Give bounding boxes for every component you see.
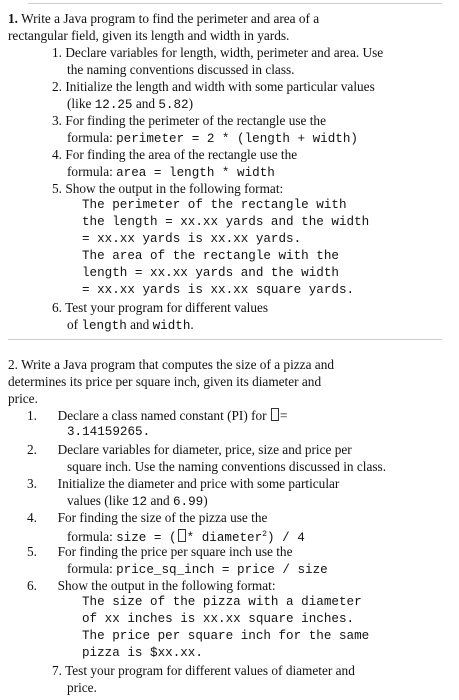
q2-step-4 <box>27 509 267 526</box>
q2-step-3-number: 3. <box>27 476 37 491</box>
q1-intro-line-1 <box>8 10 319 27</box>
q2-price-formula: price_sq_inch = price / size <box>116 563 328 577</box>
q1-step-5 <box>52 180 283 197</box>
q1-step-6-pre: of <box>67 317 82 332</box>
q2-step-1-number: 1. <box>27 408 37 423</box>
q1-step-6-and: and <box>126 317 153 332</box>
q1-output-line-3: = xx.xx yards is xx.xx yards. <box>82 232 302 246</box>
q2-step-3-post: ) <box>203 493 208 508</box>
superscript-mark: 2 <box>262 530 267 539</box>
q1-code-width-value: 5.82 <box>158 98 189 112</box>
q1-number: 1. <box>8 11 18 26</box>
q2-step-6 <box>27 577 276 594</box>
q1-step-3-number: 3. <box>52 113 62 128</box>
q1-code-length: length <box>81 319 127 333</box>
section-divider <box>8 339 442 340</box>
q2-step-4-text: For finding the size of the pizza use the <box>57 510 268 525</box>
pi-symbol-placeholder-icon <box>178 529 186 542</box>
q1-intro-line-2: rectangular field, given its length and width in yards. <box>8 28 290 43</box>
q1-output-line-5: length = xx.xx yards and the width <box>82 266 339 280</box>
q1-step-2 <box>52 78 375 95</box>
q1-area-formula: area = length * width <box>116 166 275 180</box>
q2-output-line-2: of xx inches is xx.xx square inches. <box>82 612 355 626</box>
q1-step-4-text: For finding the area of the rectangle use the <box>65 147 298 162</box>
q2-intro-line-2: determines its price per square inch, given its diameter and <box>8 374 322 389</box>
q2-output-line-4: pizza is $xx.xx. <box>82 646 203 660</box>
q2-step-2-number: 2. <box>27 442 37 457</box>
q2-step-4-number: 4. <box>27 510 37 525</box>
q1-output-line-1: The perimeter of the rectangle with <box>82 198 347 212</box>
q1-step-2-number: 2. <box>52 79 62 94</box>
q1-step-6-text: Test your program for different values <box>65 300 269 315</box>
q2-pi-value: 3.14159265. <box>67 425 151 439</box>
q1-intro-text-1: Write a Java program to find the perimeter and area of a <box>21 11 320 26</box>
q1-step-4-number: 4. <box>52 147 62 162</box>
q2-step-1 <box>27 407 287 424</box>
q1-step-6-number: 6. <box>52 300 62 315</box>
q2-step-1-text: Declare a class named constant (PI) for <box>57 408 267 423</box>
q1-step-4 <box>52 146 297 163</box>
q1-step-2-and: and <box>132 96 159 111</box>
q2-intro-text-1: Write a Java program that computes the size of a pizza and <box>21 357 334 372</box>
q2-step-6-text: Show the output in the following format: <box>57 578 276 593</box>
q1-step-1-cont: the naming conventions discussed in class. <box>67 62 295 77</box>
q2-intro-line-1 <box>8 356 334 373</box>
q1-perimeter-formula: perimeter = 2 * (length + width) <box>116 132 358 146</box>
q1-step-5-number: 5. <box>52 181 62 196</box>
q2-step-7-number: 7. <box>52 663 62 678</box>
q2-number: 2. <box>8 357 18 372</box>
q2-step-6-number: 6. <box>27 578 37 593</box>
q2-code-diameter-value: 12 <box>132 495 148 509</box>
q2-step-5-text: For finding the price per square inch use the <box>57 544 293 559</box>
q1-formula-label-2: formula: <box>67 164 117 179</box>
q2-step-7 <box>52 662 355 679</box>
q1-step-1 <box>52 44 383 61</box>
q1-step-6-post: . <box>190 317 194 332</box>
q1-step-2-post: ) <box>188 96 194 111</box>
q2-output-line-3: The price per square inch for the same <box>82 629 370 643</box>
q2-step-2-text: Declare variables for diameter, price, size and price per <box>57 442 352 457</box>
q1-step-6 <box>52 299 268 316</box>
q1-step-2-text: Initialize the length and width with some particular values <box>65 79 375 94</box>
q2-size-formula-a: size = ( <box>116 531 177 545</box>
q2-formula-label: formula: <box>67 529 117 544</box>
q2-output-line-1: The size of the pizza with a diameter <box>82 595 362 609</box>
pi-symbol-placeholder-icon <box>271 408 279 421</box>
q2-step-7-text: Test your program for different values of diameter and <box>65 663 355 678</box>
q2-step-3 <box>27 475 339 492</box>
q2-step-3-pre: values (like <box>67 493 132 508</box>
q1-step-5-text: Show the output in the following format: <box>65 181 284 196</box>
q1-code-length-value: 12.25 <box>94 98 133 112</box>
q2-step-7-cont: price. <box>67 680 97 695</box>
q2-step-3-text: Initialize the diameter and price with some particular <box>57 476 340 491</box>
q1-code-width: width <box>152 319 191 333</box>
q1-step-1-text: Declare variables for length, width, perimeter and area. Use <box>65 45 384 60</box>
q1-step-3-text: For finding the perimeter of the rectangle use the <box>65 113 326 128</box>
q2-step-5-number: 5. <box>27 544 37 559</box>
q2-step-2-cont: square inch. Use the naming conventions discussed in class. <box>67 459 387 474</box>
q1-output-line-2: the length = xx.xx yards and the width <box>82 215 370 229</box>
q2-formula-label-2: formula: <box>67 561 117 576</box>
q1-step-1-number: 1. <box>52 45 62 60</box>
q1-output-line-4: The area of the rectangle with the <box>82 249 339 263</box>
q2-step-1-equals: = <box>279 408 288 423</box>
q1-step-3 <box>52 112 326 129</box>
q1-output-line-6: = xx.xx yards is xx.xx square yards. <box>82 283 355 297</box>
q2-size-formula-b: * diameter <box>186 531 263 545</box>
q2-size-formula-c: ) / 4 <box>266 531 305 545</box>
q1-formula-label: formula: <box>67 130 117 145</box>
q2-code-price-value: 6.99 <box>172 495 204 509</box>
q2-intro-line-3: price. <box>8 391 38 406</box>
top-rule <box>28 3 442 4</box>
q2-step-2 <box>27 441 352 458</box>
q2-step-5 <box>27 543 292 560</box>
q2-step-3-and: and <box>147 493 173 508</box>
q1-step-2-pre: (like <box>67 96 95 111</box>
q1-step-6-cont <box>67 316 194 335</box>
